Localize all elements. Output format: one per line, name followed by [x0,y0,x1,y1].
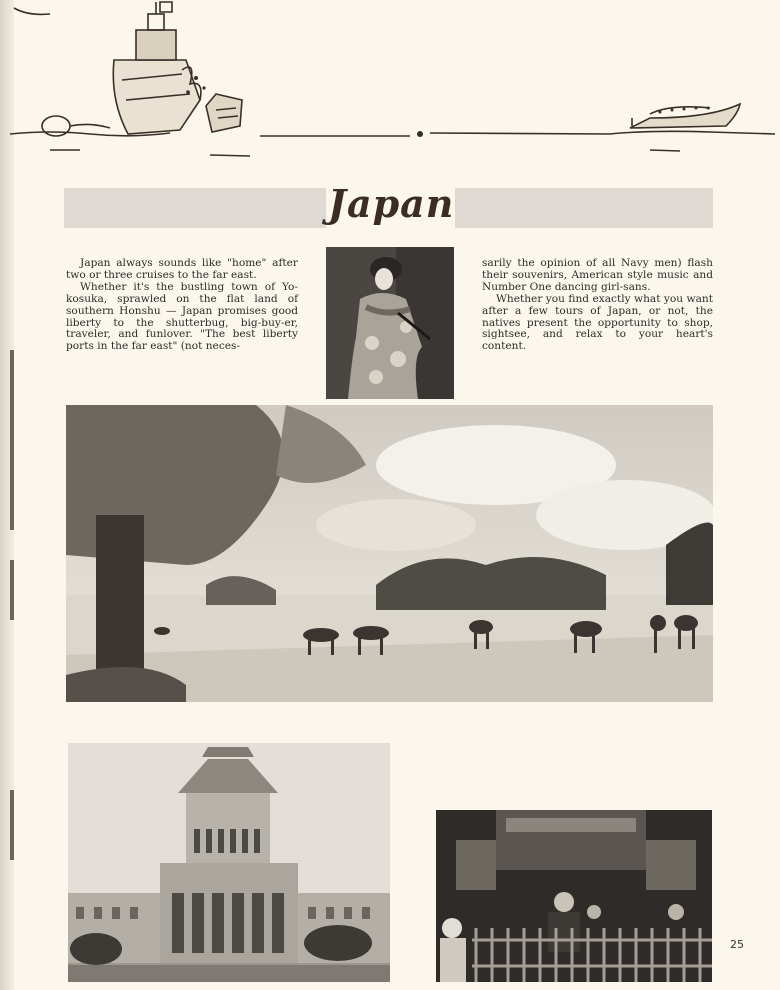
shop-front-photo [436,810,712,982]
spine-shadow [10,350,14,530]
dancer-photo [326,247,454,399]
paragraph: Whether you find exactly what you want after a few tours of Japan, or not, the natives present the opportunity to shop, sightsee, and relax to your heart's content. [482,292,713,353]
article-column-left [66,258,298,353]
title-bar-right [455,188,713,228]
paragraph: Whether it's the bustling town of Yo-kosuka, sprawled on the flat land of southern Honshu — Japan promises good liberty to the shutterbug, big-buy-er, traveler, and funlover. "The best liberty ports in the far east" (not neces- [66,280,298,353]
diet-building-photo [68,743,390,982]
paragraph: Japan always sounds like "home" after two or three cruises to the far east. [66,257,298,281]
spine-shadow [10,560,14,620]
article-column-right [482,258,713,353]
spine-shadow [10,790,14,860]
paragraph: sarily the opinion of all Navy men) flash their souvenirs, American style music and Number One dancing girl-sans. [482,257,713,293]
deer-park-photo [66,405,713,702]
article-title: Japan [328,181,455,226]
title-bar-left [64,188,326,228]
header-ship-illustration [10,0,780,170]
page-number: 25 [730,938,744,951]
